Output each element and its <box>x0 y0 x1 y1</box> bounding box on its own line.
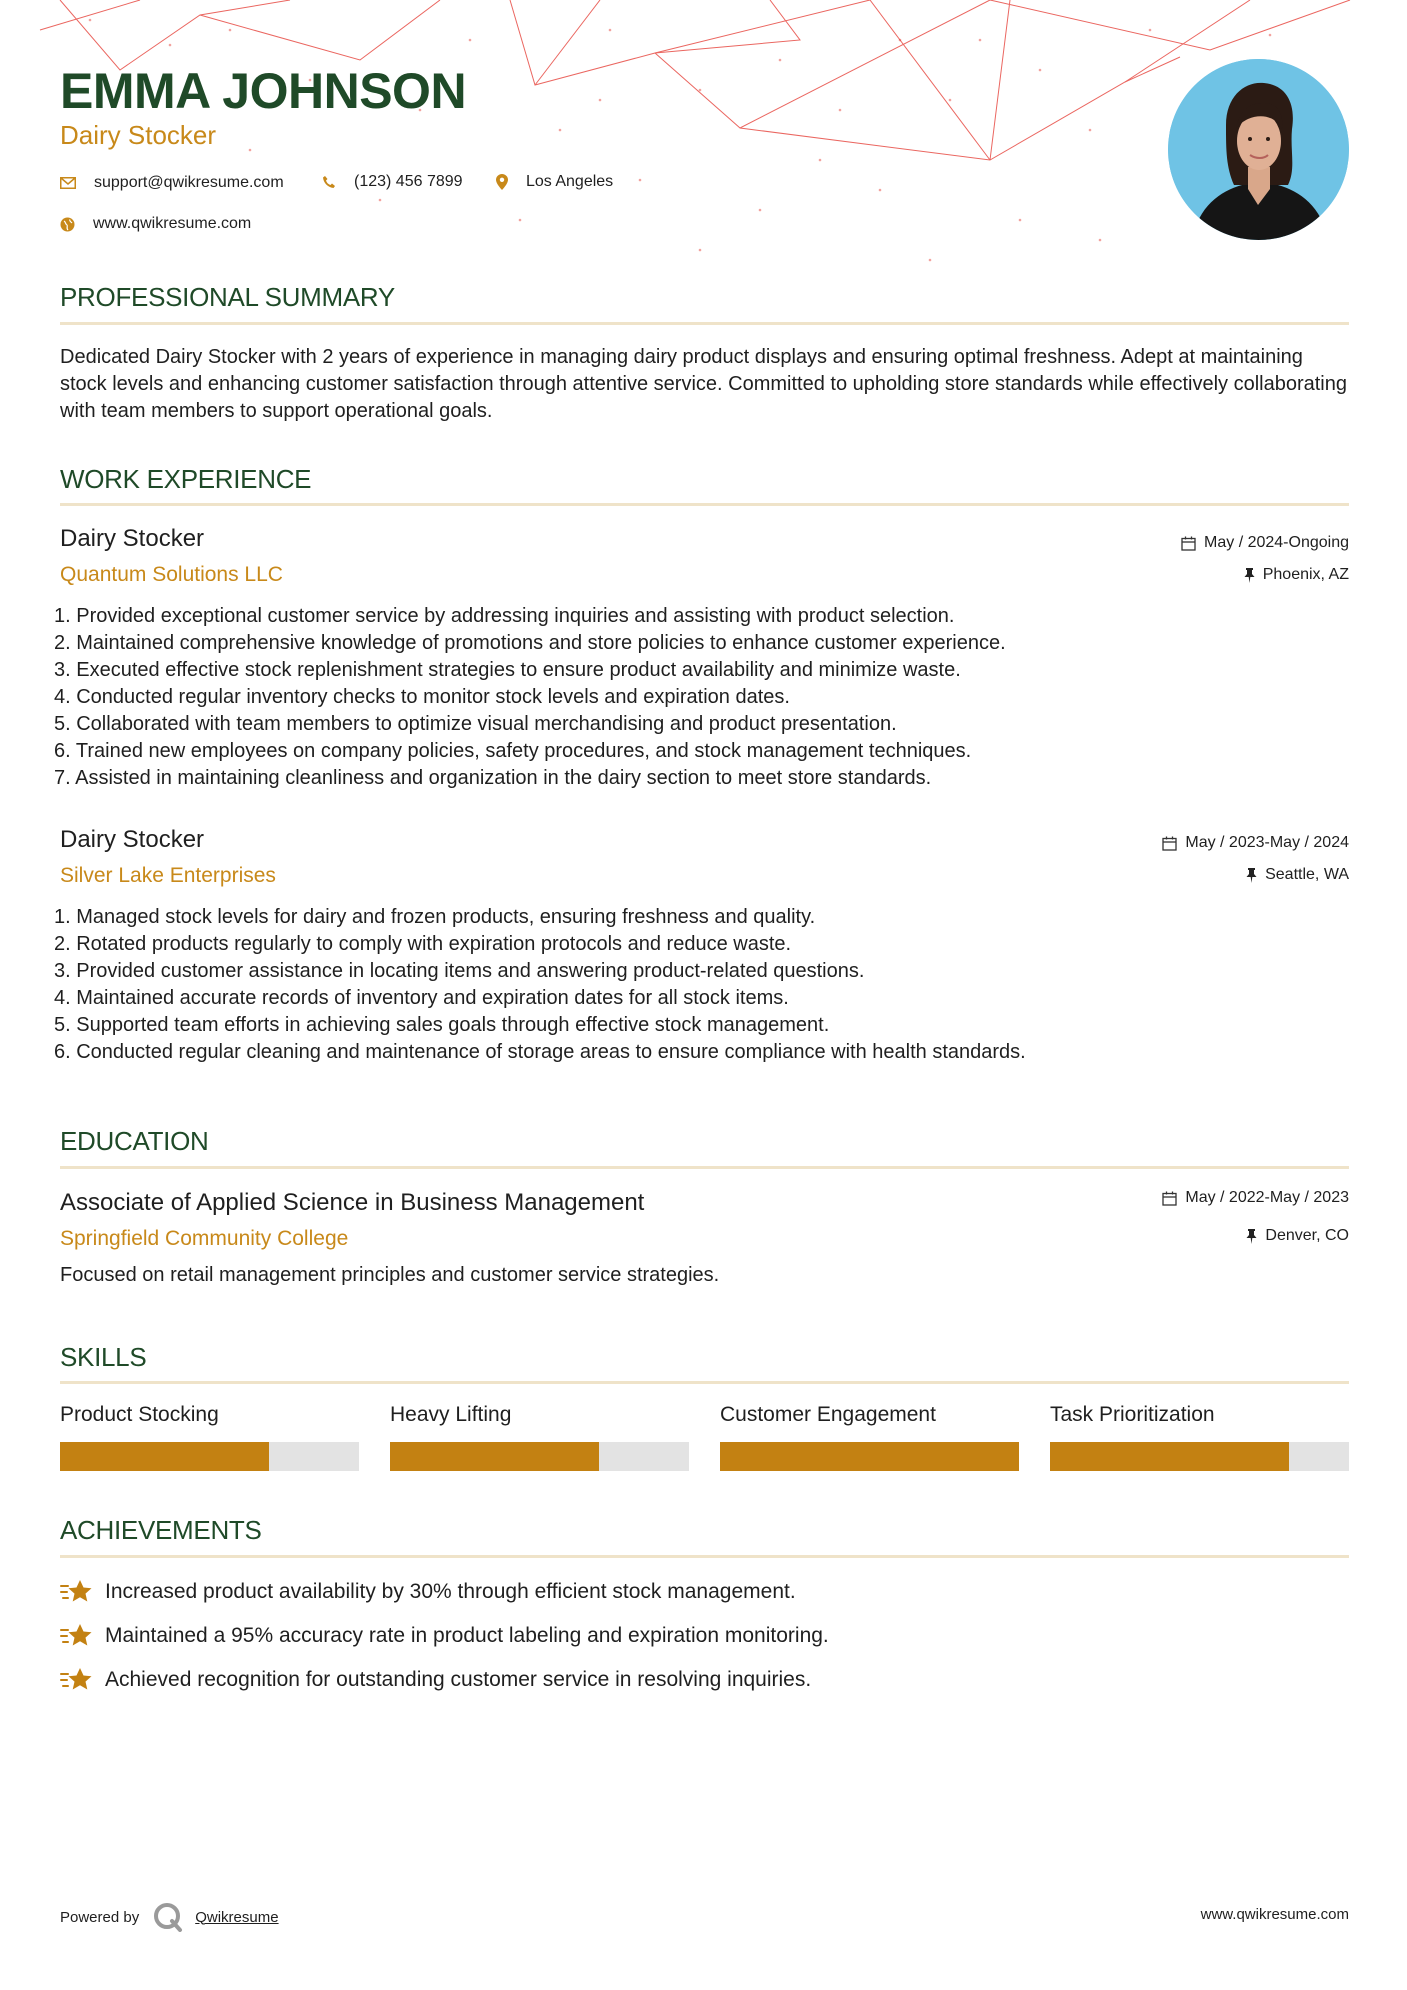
footer-website[interactable]: www.qwikresume.com <box>1200 1906 1349 1923</box>
skill-bar-fill <box>720 1442 1019 1471</box>
email-text: support@qwikresume.com <box>94 174 284 191</box>
skill-label: Product Stocking <box>60 1403 219 1426</box>
list-item: 6. Trained new employees on company policies, safety procedures, and stock management techniques. <box>54 740 972 762</box>
achievement-text: Increased product availability by 30% through efficient stock management. <box>105 1579 796 1603</box>
globe-icon <box>60 217 75 232</box>
job-dates <box>1162 834 1349 852</box>
list-item: 3. Executed effective stock replenishment strategies to ensure product availability and minimize waste. <box>54 659 961 681</box>
achievement-text: Maintained a 95% accuracy rate in product labeling and expiration monitoring. <box>105 1623 829 1647</box>
job-title: Dairy Stocker <box>60 525 205 552</box>
list-item: 2. Maintained comprehensive knowledge of promotions and store policies to enhance customer experience. <box>54 632 1006 654</box>
list-item: 5. Collaborated with team members to optimize visual merchandising and product presentation. <box>54 713 897 735</box>
job-company: Silver Lake Enterprises <box>60 864 276 887</box>
list-item: 7. Assisted in maintaining cleanliness and organization in the dairy section to meet store standards. <box>54 767 932 789</box>
skill-bar-track <box>390 1442 689 1471</box>
experience-heading: WORK EXPERIENCE <box>60 464 312 494</box>
job-dates-text: May / 2023-May / 2024 <box>1185 834 1349 851</box>
candidate-name: EMMA JOHNSON <box>60 63 467 119</box>
job-location <box>1246 866 1349 884</box>
star-icon <box>60 1666 93 1693</box>
skills-heading: SKILLS <box>60 1342 147 1372</box>
job-company: Quantum Solutions LLC <box>60 563 283 586</box>
summary-divider <box>60 322 1349 325</box>
achievement-item <box>60 1578 796 1605</box>
list-item: 1. Provided exceptional customer service by addressing inquiries and assisting with product selection. <box>54 605 955 627</box>
website-text: www.qwikresume.com <box>93 215 252 232</box>
contact-website[interactable] <box>60 215 251 233</box>
skill-label: Task Prioritization <box>1050 1403 1215 1426</box>
education-degree: Associate of Applied Science in Business Management <box>60 1189 645 1216</box>
achievements-heading: ACHIEVEMENTS <box>60 1515 262 1545</box>
envelope-icon <box>60 177 76 189</box>
job-location-text: Phoenix, AZ <box>1262 566 1349 583</box>
achievement-text: Achieved recognition for outstanding customer service in resolving inquiries. <box>105 1667 812 1691</box>
calendar-icon <box>1162 1191 1177 1206</box>
education-location-text: Denver, CO <box>1265 1227 1349 1244</box>
pushpin-icon <box>1246 868 1257 883</box>
map-pin-icon <box>496 174 508 190</box>
job-bullets <box>54 603 1344 792</box>
qwikresume-link[interactable]: Qwikresume <box>195 1908 279 1926</box>
calendar-icon <box>1181 536 1196 551</box>
star-icon <box>60 1622 93 1649</box>
star-icon <box>60 1578 93 1605</box>
education-divider <box>60 1166 1349 1169</box>
job-bullets <box>54 904 1344 1066</box>
skill-bar-fill <box>60 1442 269 1471</box>
powered-by-label: Powered by <box>60 1908 140 1926</box>
summary-text: Dedicated Dairy Stocker with 2 years of experience in managing dairy product displays and ensuring optimal freshness. Adept at maintaining stock levels and enhancing customer satisfaction through attentive service. Committed to upholding store standards while effectively collaborating with team members to support operational goals. <box>60 346 1347 422</box>
job-dates <box>1181 534 1349 552</box>
calendar-icon <box>1162 836 1177 851</box>
contact-email[interactable] <box>60 174 284 192</box>
achievement-item <box>60 1622 829 1649</box>
education-location <box>1246 1227 1349 1245</box>
achievements-divider <box>60 1555 1349 1558</box>
job-location-text: Seattle, WA <box>1265 866 1349 883</box>
phone-icon <box>322 175 336 189</box>
list-item: 3. Provided customer assistance in locating items and answering product-related questions. <box>54 960 865 982</box>
skill-label: Heavy Lifting <box>390 1403 512 1426</box>
pushpin-icon <box>1244 568 1255 583</box>
skill-bar-track <box>1050 1442 1349 1471</box>
education-description: Focused on retail management principles and customer service strategies. <box>60 1264 720 1286</box>
skills-divider <box>60 1381 1349 1384</box>
skill-label: Customer Engagement <box>720 1403 936 1426</box>
job-dates-text: May / 2024-Ongoing <box>1204 534 1349 551</box>
pushpin-icon <box>1246 1229 1257 1244</box>
list-item: 4. Conducted regular inventory checks to monitor stock levels and expiration dates. <box>54 686 790 708</box>
job-location <box>1244 566 1349 584</box>
education-dates-text: May / 2022-May / 2023 <box>1185 1189 1349 1206</box>
job-title: Dairy Stocker <box>60 826 205 853</box>
qwikresume-logo-icon <box>153 1902 183 1932</box>
summary-heading: PROFESSIONAL SUMMARY <box>60 282 395 312</box>
education-school: Springfield Community College <box>60 1227 349 1250</box>
skill-bar-fill <box>1050 1442 1289 1471</box>
list-item: 5. Supported team efforts in achieving sales goals through effective stock management. <box>54 1014 830 1036</box>
experience-divider <box>60 503 1349 506</box>
list-item: 4. Maintained accurate records of inventory and expiration dates for all stock items. <box>54 987 789 1009</box>
profile-photo <box>1168 59 1349 240</box>
candidate-role: Dairy Stocker <box>60 120 217 150</box>
skill-bar-fill <box>390 1442 599 1471</box>
contact-phone[interactable] <box>322 173 463 191</box>
achievement-item <box>60 1666 811 1693</box>
skill-bar-track <box>60 1442 359 1471</box>
location-text: Los Angeles <box>526 173 614 190</box>
contact-location <box>496 173 613 191</box>
list-item: 2. Rotated products regularly to comply with expiration protocols and reduce waste. <box>54 933 792 955</box>
education-heading: EDUCATION <box>60 1126 209 1156</box>
phone-text: (123) 456 7899 <box>354 173 463 190</box>
list-item: 1. Managed stock levels for dairy and frozen products, ensuring freshness and quality. <box>54 906 816 928</box>
skill-bar-track <box>720 1442 1019 1471</box>
education-dates <box>1162 1189 1349 1207</box>
list-item: 6. Conducted regular cleaning and maintenance of storage areas to ensure compliance with health standards. <box>54 1041 1026 1063</box>
footer-powered-by <box>60 1902 279 1932</box>
